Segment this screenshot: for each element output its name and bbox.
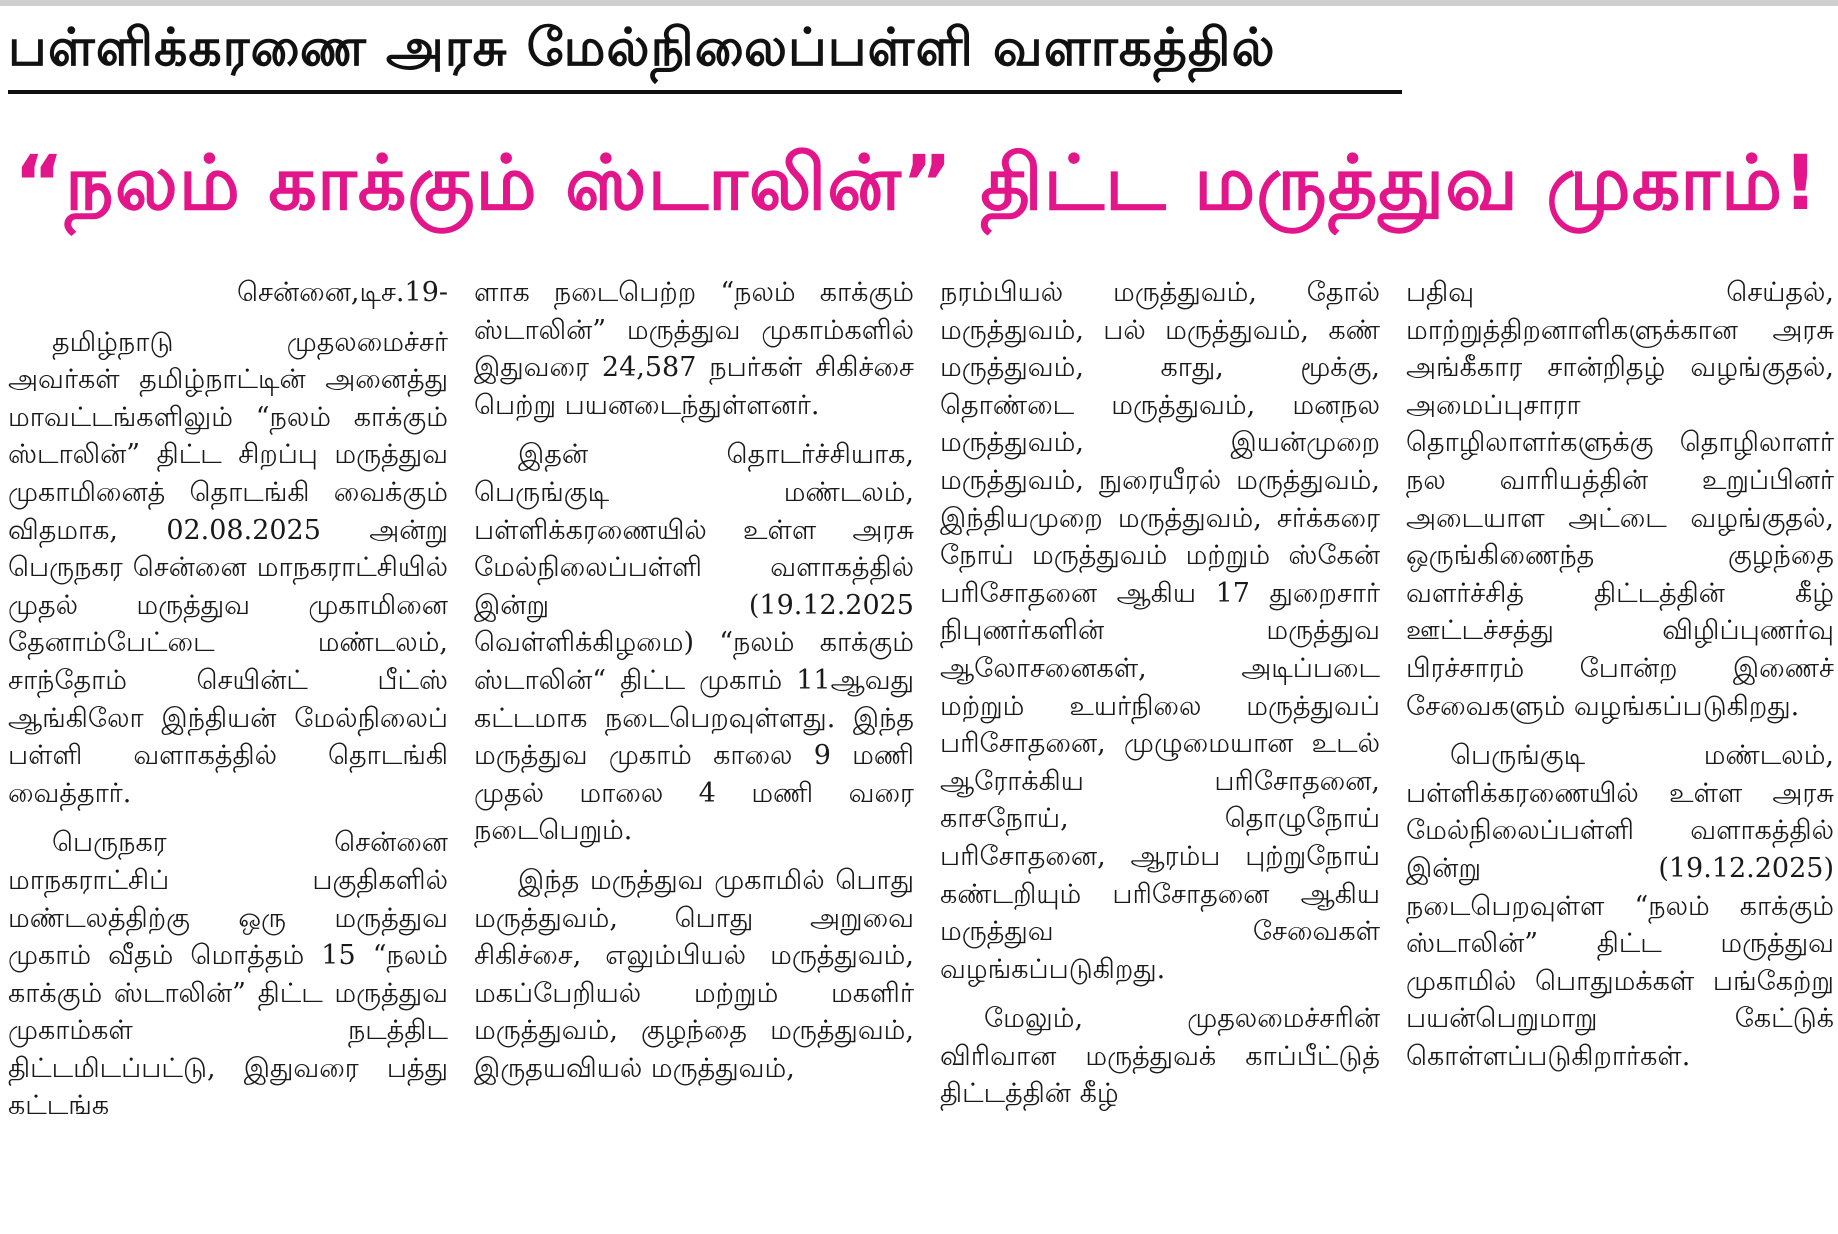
column-4 (1406, 274, 1834, 1234)
column-3 (940, 274, 1380, 1234)
paragraph: பெருநகர சென்னை மாநகராட்சிப் பகுதிகளில் மண்டலத்திற்கு ஒரு மருத்துவ முகாம் வீதம் மொத்தம் 15 “நலம் காக்கும் ஸ்டாலின்” திட்ட மருத்துவ முகாம்கள் நடத்திட திட்டமிடப்பட்டு, இதுவரை பத்து கட்டங்க (8, 827, 448, 1122)
paragraph: மேலும், முதலமைச்சரின் விரிவான மருத்துவக் காப்பீட்டுத் திட்டத்தின் கீழ் (940, 1003, 1380, 1110)
article-headline: “நலம் காக்கும் ஸ்டாலின்” திட்ட மருத்துவ முகாம்! (14, 138, 1819, 227)
paragraph: தமிழ்நாடு முதலமைச்சர் அவர்கள் தமிழ்நாட்டின் அனைத்து மாவட்டங்களிலும் “நலம் காக்கும் ஸ்டாலின்” திட்ட சிறப்பு மருத்துவ முகாமினைத் தொடங்கி வைக்கும் விதமாக, 02.08.2025 அன்று பெருநகர சென்னை மாநகராட்சியில் முதல் மருத்துவ முகாமினை தேனாம்பேட்டை மண்டலம், சாந்தோம் செயின்ட் பீட்ஸ் ஆங்கிலோ இந்தியன் மேல்நிலைப் பள்ளி வளாகத்தில் தொடங்கி வைத்தார். (8, 326, 448, 809)
column-2 (474, 274, 914, 1234)
paragraph: பதிவு செய்தல், மாற்றுத்திறனாளிகளுக்கான அரசு அங்கீகார சான்றிதழ் வழங்குதல், அமைப்புசாரா தொழிலாளர்களுக்கு தொழிலாளர் நல வாரியத்தின் உறுப்பினர் அடையாள அட்டை வழங்குதல், ஒருங்கிணைந்த குழந்தை வளர்ச்சித் திட்டத்தின் கீழ் ஊட்டச்சத்து விழிப்புணர்வு பிரச்சாரம் போன்ற இணைச் சேவைகளும் வழங்கப்படுகிறது. (1406, 277, 1834, 722)
paragraph: இதன் தொடர்ச்சியாக, பெருங்குடி மண்டலம், பள்ளிக்கரணையில் உள்ள அரசு மேல்நிலைப்பள்ளி வளாகத்தில் இன்று (19.12.2025 வெள்ளிக்கிழமை) “நலம் காக்கும் ஸ்டாலின்“ திட்ட முகாம் 11ஆவது கட்டமாக நடைபெறவுள்ளது. இந்த மருத்துவ முகாம் காலை 9 மணி முதல் மாலை 4 மணி வரை நடைபெறும். (474, 439, 914, 847)
paragraph: ளாக நடைபெற்ற “நலம் காக்கும் ஸ்டாலின்” மருத்துவ முகாம்களில் இதுவரை 24,587 நபர்கள் சிகிச்சை பெற்று பயனடைந்துள்ளனர். (474, 277, 914, 421)
paragraph: இந்த மருத்துவ முகாமில் பொது மருத்துவம், பொது அறுவை சிகிச்சை, எலும்பியல் மருத்துவம், மகப்பேறியல் மற்றும் மகளிர் மருத்துவம், குழந்தை மருத்துவம், இருதயவியல் மருத்துவம், (474, 864, 914, 1084)
paragraph: நரம்பியல் மருத்துவம், தோல் மருத்துவம், பல் மருத்துவம், கண் மருத்துவம், காது, மூக்கு, தொண்டை மருத்துவம், மனநல மருத்துவம், இயன்முறை மருத்துவம், நுரையீரல் மருத்துவம், இந்தியமுறை மருத்துவம், சர்க்கரை நோய் மருத்துவம் மற்றும் ஸ்கேன் பரிசோதனை ஆகிய 17 துறைசார் நிபுணர்களின் மருத்துவ ஆலோசனைகள், அடிப்படை மற்றும் உயர்நிலை மருத்துவப் பரிசோதனை, முழுமையான உடல் ஆரோக்கிய பரிசோதனை, காசநோய், தொழுநோய் பரிசோதனை, ஆரம்ப புற்றுநோய் கண்டறியும் பரிசோதனை ஆகிய மருத்துவ சேவைகள் வழங்கப்படுகிறது. (940, 277, 1380, 985)
paragraph: பெருங்குடி மண்டலம், பள்ளிக்கரணையில் உள்ள அரசு மேல்நிலைப்பள்ளி வளாகத்தில் இன்று (19.12.2025) நடைபெறவுள்ள “நலம் காக்கும் ஸ்டாலின்” திட்ட மருத்துவ முகாமில் பொதுமக்கள் பங்கேற்று பயன்பெறுமாறு கேட்டுக் கொள்ளப்படுகிறார்கள். (1406, 740, 1834, 1072)
kicker-underline (8, 90, 1402, 94)
article-body (8, 274, 1834, 1234)
top-clipping-strip (0, 0, 1838, 6)
article-kicker: பள்ளிக்கரணை அரசு மேல்நிலைப்பள்ளி வளாகத்தில் (8, 18, 1276, 78)
dateline: சென்னை,டிச.19- (237, 277, 448, 308)
column-1 (8, 274, 448, 1234)
